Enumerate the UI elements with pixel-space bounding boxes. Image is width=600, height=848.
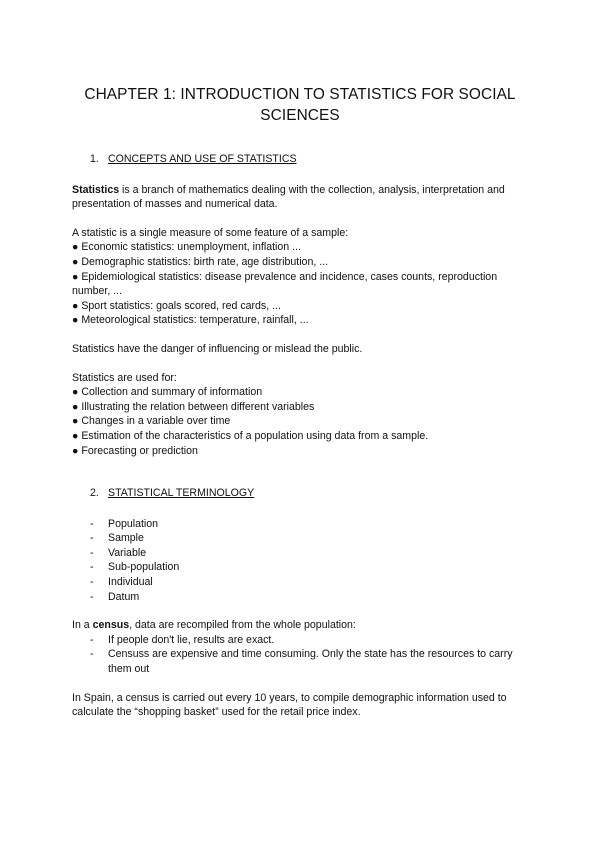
census-term: census: [92, 619, 130, 632]
term-text: Individual: [108, 576, 153, 589]
statistics-definition: [72, 183, 528, 212]
term-text: Datum: [108, 590, 140, 603]
list-item: ● Collection and summary of information: [72, 386, 263, 399]
list-item: [72, 560, 528, 575]
section-2-heading: [90, 486, 528, 501]
list-item: ● Demographic statistics: birth rate, age distribution, ...: [72, 255, 329, 268]
term-text: Variable: [108, 546, 147, 559]
census-points-list: [72, 633, 528, 677]
census-point: If people don't lie, results are exact.: [108, 633, 275, 646]
uses-intro: Statistics are used for:: [72, 371, 177, 384]
term-text: Population: [108, 517, 159, 530]
list-item: [72, 531, 528, 546]
section-2-title: STATISTICAL TERMINOLOGY: [108, 487, 255, 500]
list-item: ● Forecasting or prediction: [72, 444, 198, 457]
section-1-number: 1.: [90, 153, 99, 165]
list-item: ● Estimation of the characteristics of a population using data from a sample.: [72, 429, 429, 442]
list-item: [72, 590, 528, 605]
uses-list: [72, 385, 528, 458]
dash-marker: -: [90, 517, 94, 530]
definition-term: Statistics: [72, 183, 120, 196]
list-item: [72, 546, 528, 561]
list-item: ● Epidemiological statistics: disease prevalence and incidence, cases counts, reproduction number, ...: [72, 270, 498, 298]
list-item: ● Sport statistics: goals scored, red cards, ...: [72, 299, 281, 312]
dash-marker: -: [90, 590, 94, 603]
statistic-intro: A statistic is a single measure of some feature of a sample:: [72, 226, 349, 239]
list-item: ● Illustrating the relation between different variables: [72, 400, 315, 413]
list-item: [72, 517, 528, 532]
section-1-title: CONCEPTS AND USE OF STATISTICS: [108, 153, 297, 165]
list-item: ● Meteorological statistics: temperature, rainfall, ...: [72, 314, 309, 327]
list-item: [72, 647, 528, 676]
census-intro: [72, 618, 528, 633]
page-title: CHAPTER 1: INTRODUCTION TO STATISTICS FOR SOCIAL SCIENCES: [84, 86, 516, 124]
section-1-heading: [90, 152, 528, 167]
terminology-list: [72, 517, 528, 605]
census-point: Censuss are expensive and time consuming. Only the state has the resources to carry them out: [108, 648, 513, 676]
list-item: [72, 575, 528, 590]
census-post: , data are recompiled from the whole population:: [129, 619, 356, 632]
danger-note: Statistics have the danger of influencing or mislead the public.: [72, 342, 363, 355]
list-item: [72, 633, 528, 648]
dash-marker: -: [90, 561, 94, 574]
dash-marker: -: [90, 546, 94, 559]
dash-marker: -: [90, 648, 94, 661]
list-item: ● Economic statistics: unemployment, inflation ...: [72, 241, 301, 254]
term-text: Sub-population: [108, 561, 180, 574]
dash-marker: -: [90, 633, 94, 646]
dash-marker: -: [90, 576, 94, 589]
census-pre: In a: [72, 619, 93, 632]
section-2-number: 2.: [90, 487, 99, 500]
definition-text: is a branch of mathematics dealing with the collection, analysis, interpretation and presentation of masses and numerical data.: [72, 183, 505, 211]
statistic-examples-list: [72, 240, 528, 328]
dash-marker: -: [90, 532, 94, 545]
spain-census-note: In Spain, a census is carried out every 10 years, to compile demographic information used to calculate the “shopping basket” used for the retail price index.: [72, 691, 507, 719]
term-text: Sample: [108, 532, 144, 545]
list-item: ● Changes in a variable over time: [72, 415, 231, 428]
